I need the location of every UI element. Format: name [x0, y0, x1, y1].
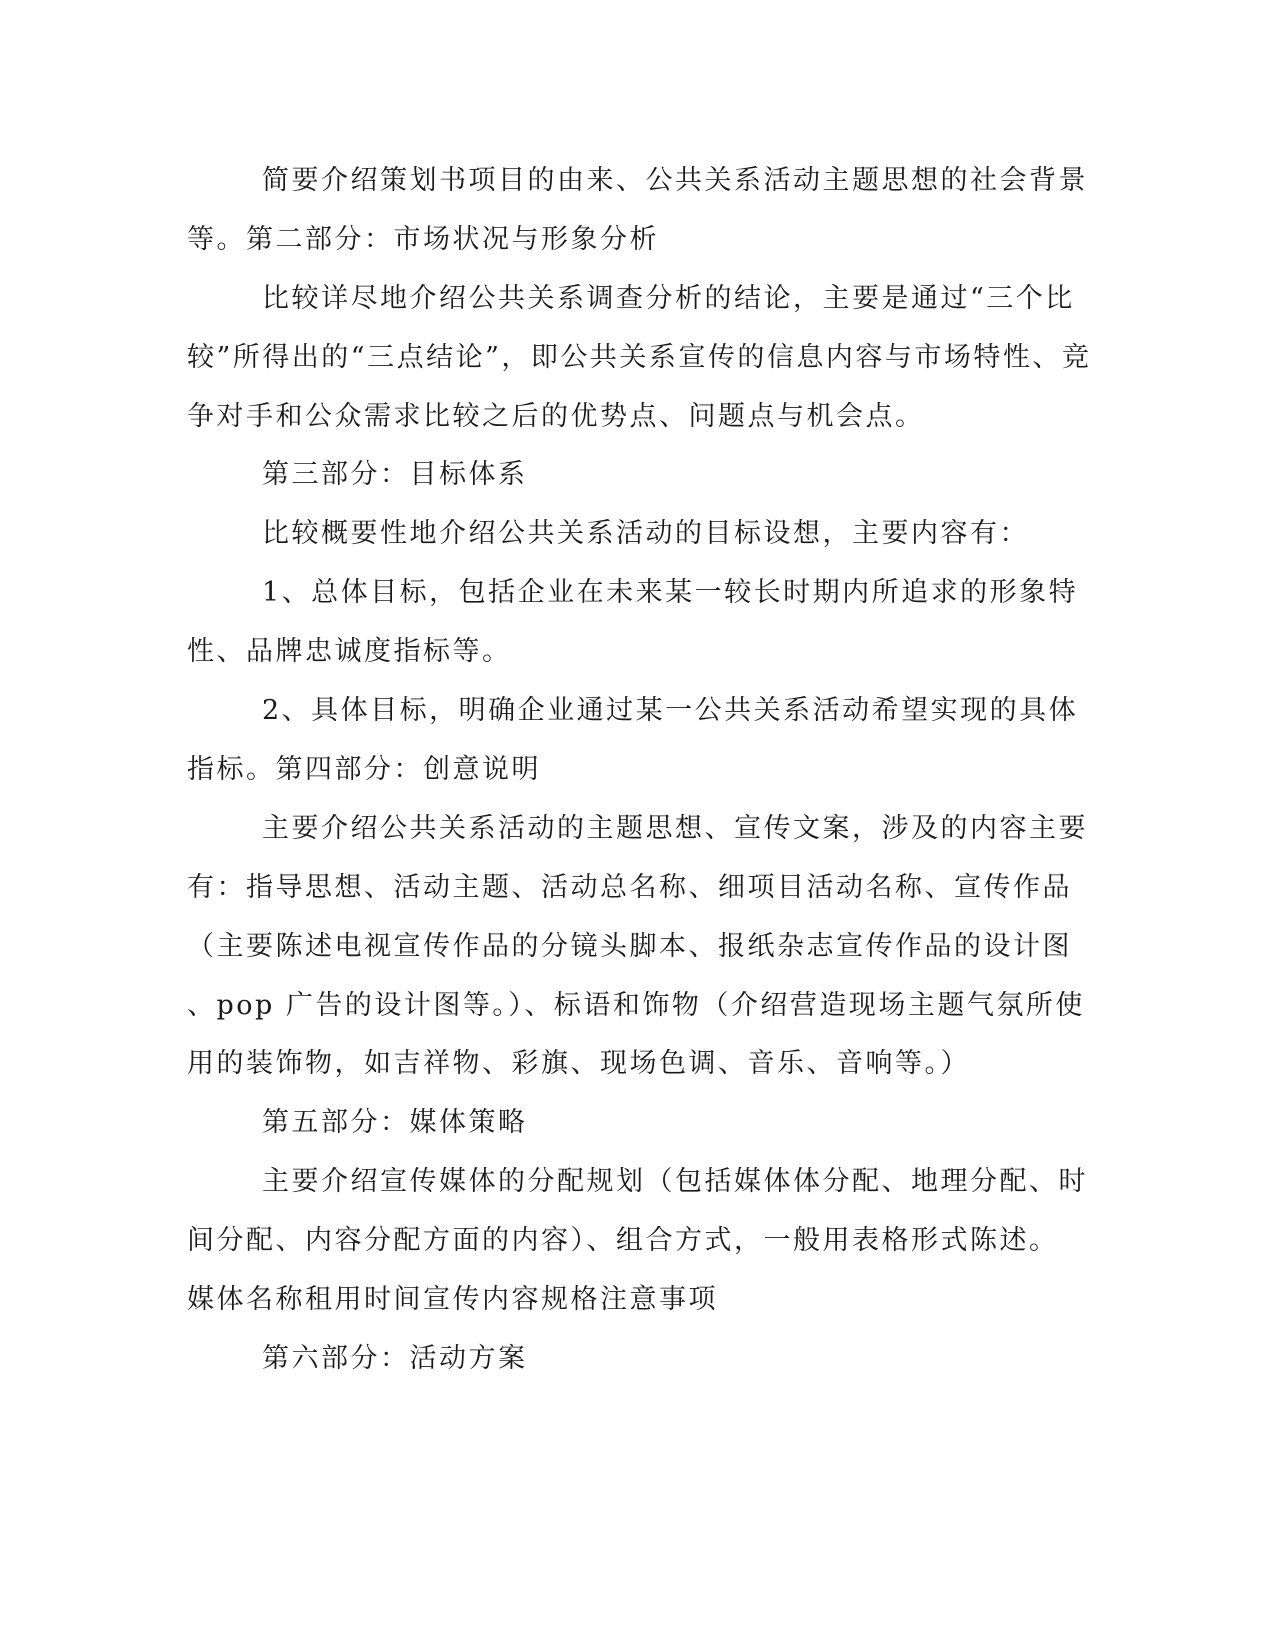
- text-line: （主要陈述电视宣传作品的分镜头脚本、报纸杂志宣传作品的设计图: [187, 931, 1072, 962]
- text-line: 主要介绍宣传媒体的分配规划（包括媒体体分配、地理分配、时: [262, 1166, 1088, 1197]
- text-line: 、pop 广告的设计图等。）、标语和饰物（介绍营造现场主题气氛所使: [187, 990, 1085, 1021]
- text-line: 较”所得出的“三点结论”，即公共关系宣传的信息内容与市场特性、竞: [187, 342, 1092, 373]
- text-line: 用的装饰物，如吉祥物、彩旗、现场色调、音乐、音响等。）: [187, 1048, 970, 1079]
- section-heading: 第三部分：目标体系: [262, 459, 528, 490]
- text-line: 比较详尽地介绍公共关系调查分析的结论，主要是通过“三个比: [262, 283, 1075, 314]
- text-line: 争对手和公众需求比较之后的优势点、问题点与机会点。: [187, 401, 925, 432]
- text-line: 有：指导思想、活动主题、活动总名称、细项目活动名称、宣传作品: [187, 872, 1072, 903]
- text-line: 比较概要性地介绍公共关系活动的目标设想，主要内容有：: [262, 518, 1029, 549]
- text-line: 间分配、内容分配方面的内容）、组合方式，一般用表格形式陈述。: [187, 1225, 1059, 1256]
- text-line: 等。第二部分：市场状况与形象分析: [187, 224, 659, 255]
- text-line: 1、总体目标，包括企业在未来某一较长时期内所追求的形象特: [262, 577, 1079, 608]
- section-heading: 第六部分：活动方案: [262, 1343, 528, 1374]
- text-line: 媒体名称租用时间宣传内容规格注意事项: [187, 1284, 718, 1315]
- section-heading: 第五部分：媒体策略: [262, 1107, 528, 1138]
- text-line: 2、具体目标，明确企业通过某一公共关系活动希望实现的具体: [262, 695, 1079, 726]
- text-line: 主要介绍公共关系活动的主题思想、宣传文案，涉及的内容主要: [262, 813, 1088, 844]
- text-line: 性、品牌忠诚度指标等。: [187, 636, 512, 667]
- text-line: 指标。第四部分：创意说明: [187, 754, 541, 785]
- text-line: 简要介绍策划书项目的由来、公共关系活动主题思想的社会背景: [262, 165, 1088, 196]
